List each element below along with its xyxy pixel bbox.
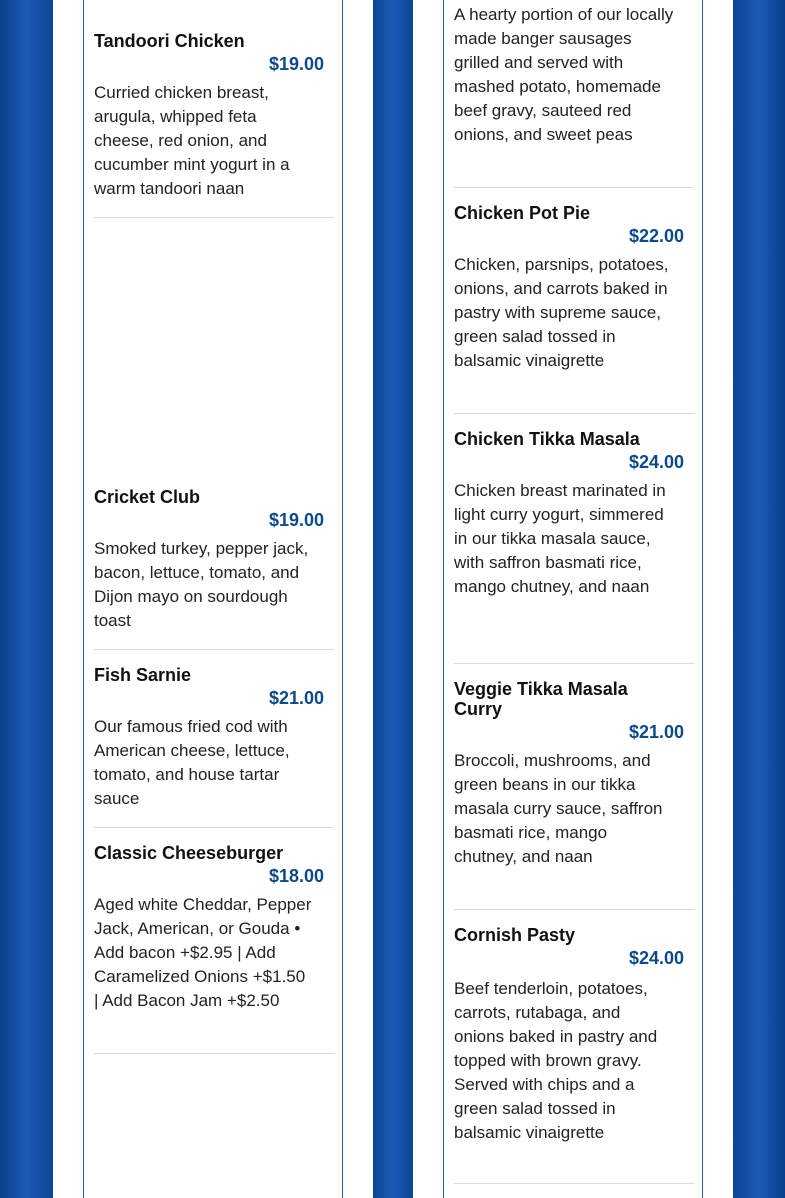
menu-panel-left (53, 0, 373, 1198)
background-stripe-left (0, 0, 53, 1198)
item-price: $21.00 (268, 688, 324, 708)
menu-item-cricket-club (94, 487, 334, 637)
item-price: $21.00 (628, 722, 684, 742)
divider (94, 217, 334, 218)
menu-item-chicken-tikka-masala (454, 429, 694, 649)
divider (454, 1183, 694, 1184)
item-description: Aged white Cheddar, Pepper Jack, American, or Gouda • Add bacon +$2.95 | Add Caramelized Onions +$1.50 | Add Bacon Jam +$2.50 (94, 895, 312, 1010)
menu-item-cornish-pasty (454, 925, 694, 1175)
divider (454, 663, 694, 664)
item-price: $22.00 (628, 226, 684, 246)
menu-item-chicken-pot-pie (454, 203, 694, 403)
item-description: Our famous fried cod with American cheese, lettuce, tomato, and house tartar sauce (94, 717, 290, 808)
menu-item-veggie-tikka-masala-curry (454, 679, 694, 899)
item-name: Fish Sarnie (94, 665, 192, 685)
item-name: Veggie Tikka Masala Curry (454, 679, 628, 719)
divider (454, 413, 694, 414)
item-price: $19.00 (268, 54, 324, 74)
item-description: Smoked turkey, pepper jack, bacon, lettuce, tomato, and Dijon mayo on sourdough toast (94, 539, 309, 630)
item-price: $24.00 (628, 452, 684, 472)
item-price: $19.00 (268, 510, 324, 530)
item-name: Cornish Pasty (454, 925, 576, 945)
item-name: Chicken Pot Pie (454, 203, 591, 223)
item-description: Curried chicken breast, arugula, whipped feta cheese, red onion, and cucumber mint yogurt in a warm tandoori naan (94, 83, 290, 198)
item-price: $18.00 (268, 866, 324, 886)
item-name: Classic Cheeseburger (94, 843, 284, 863)
item-description: Beef tenderloin, potatoes, carrots, rutabaga, and onions baked in pastry and topped with brown gravy. Served with chips and a green salad tossed in balsamic vinaigrette (454, 979, 658, 1142)
menu-panel-right (413, 0, 733, 1198)
divider (454, 187, 694, 188)
menu-item-tandoori-chicken (94, 31, 334, 201)
divider (94, 649, 334, 650)
item-description: A hearty portion of our locally made banger sausages grilled and served with mashed potato, homemade beef gravy, sauteed red onions, and sweet peas (454, 5, 674, 144)
background-stripe-center (373, 0, 413, 1198)
menu-item-fish-sarnie (94, 665, 334, 815)
divider (94, 1053, 334, 1054)
item-name: Cricket Club (94, 487, 201, 507)
item-description: Broccoli, mushrooms, and green beans in our tikka masala curry sauce, saffron basmati rice, mango chutney, and naan (454, 751, 663, 866)
item-name: Tandoori Chicken (94, 31, 245, 51)
item-description: Chicken breast marinated in light curry yogurt, simmered in our tikka masala sauce, with saffron basmati rice, mango chutney, and naan (454, 481, 666, 596)
item-price: $24.00 (628, 948, 684, 968)
menu-item-classic-cheeseburger (94, 843, 334, 1043)
divider (94, 827, 334, 828)
item-name: Chicken Tikka Masala (454, 429, 640, 449)
menu-card-right (443, 0, 703, 1198)
menu-card-left (83, 0, 343, 1198)
menu-item-bangers-continued (454, 3, 694, 173)
divider (454, 909, 694, 910)
item-description: Chicken, parsnips, potatoes, onions, and carrots baked in pastry with supreme sauce, green salad tossed in balsamic vinaigrette (454, 255, 669, 370)
background-stripe-right (733, 0, 785, 1198)
